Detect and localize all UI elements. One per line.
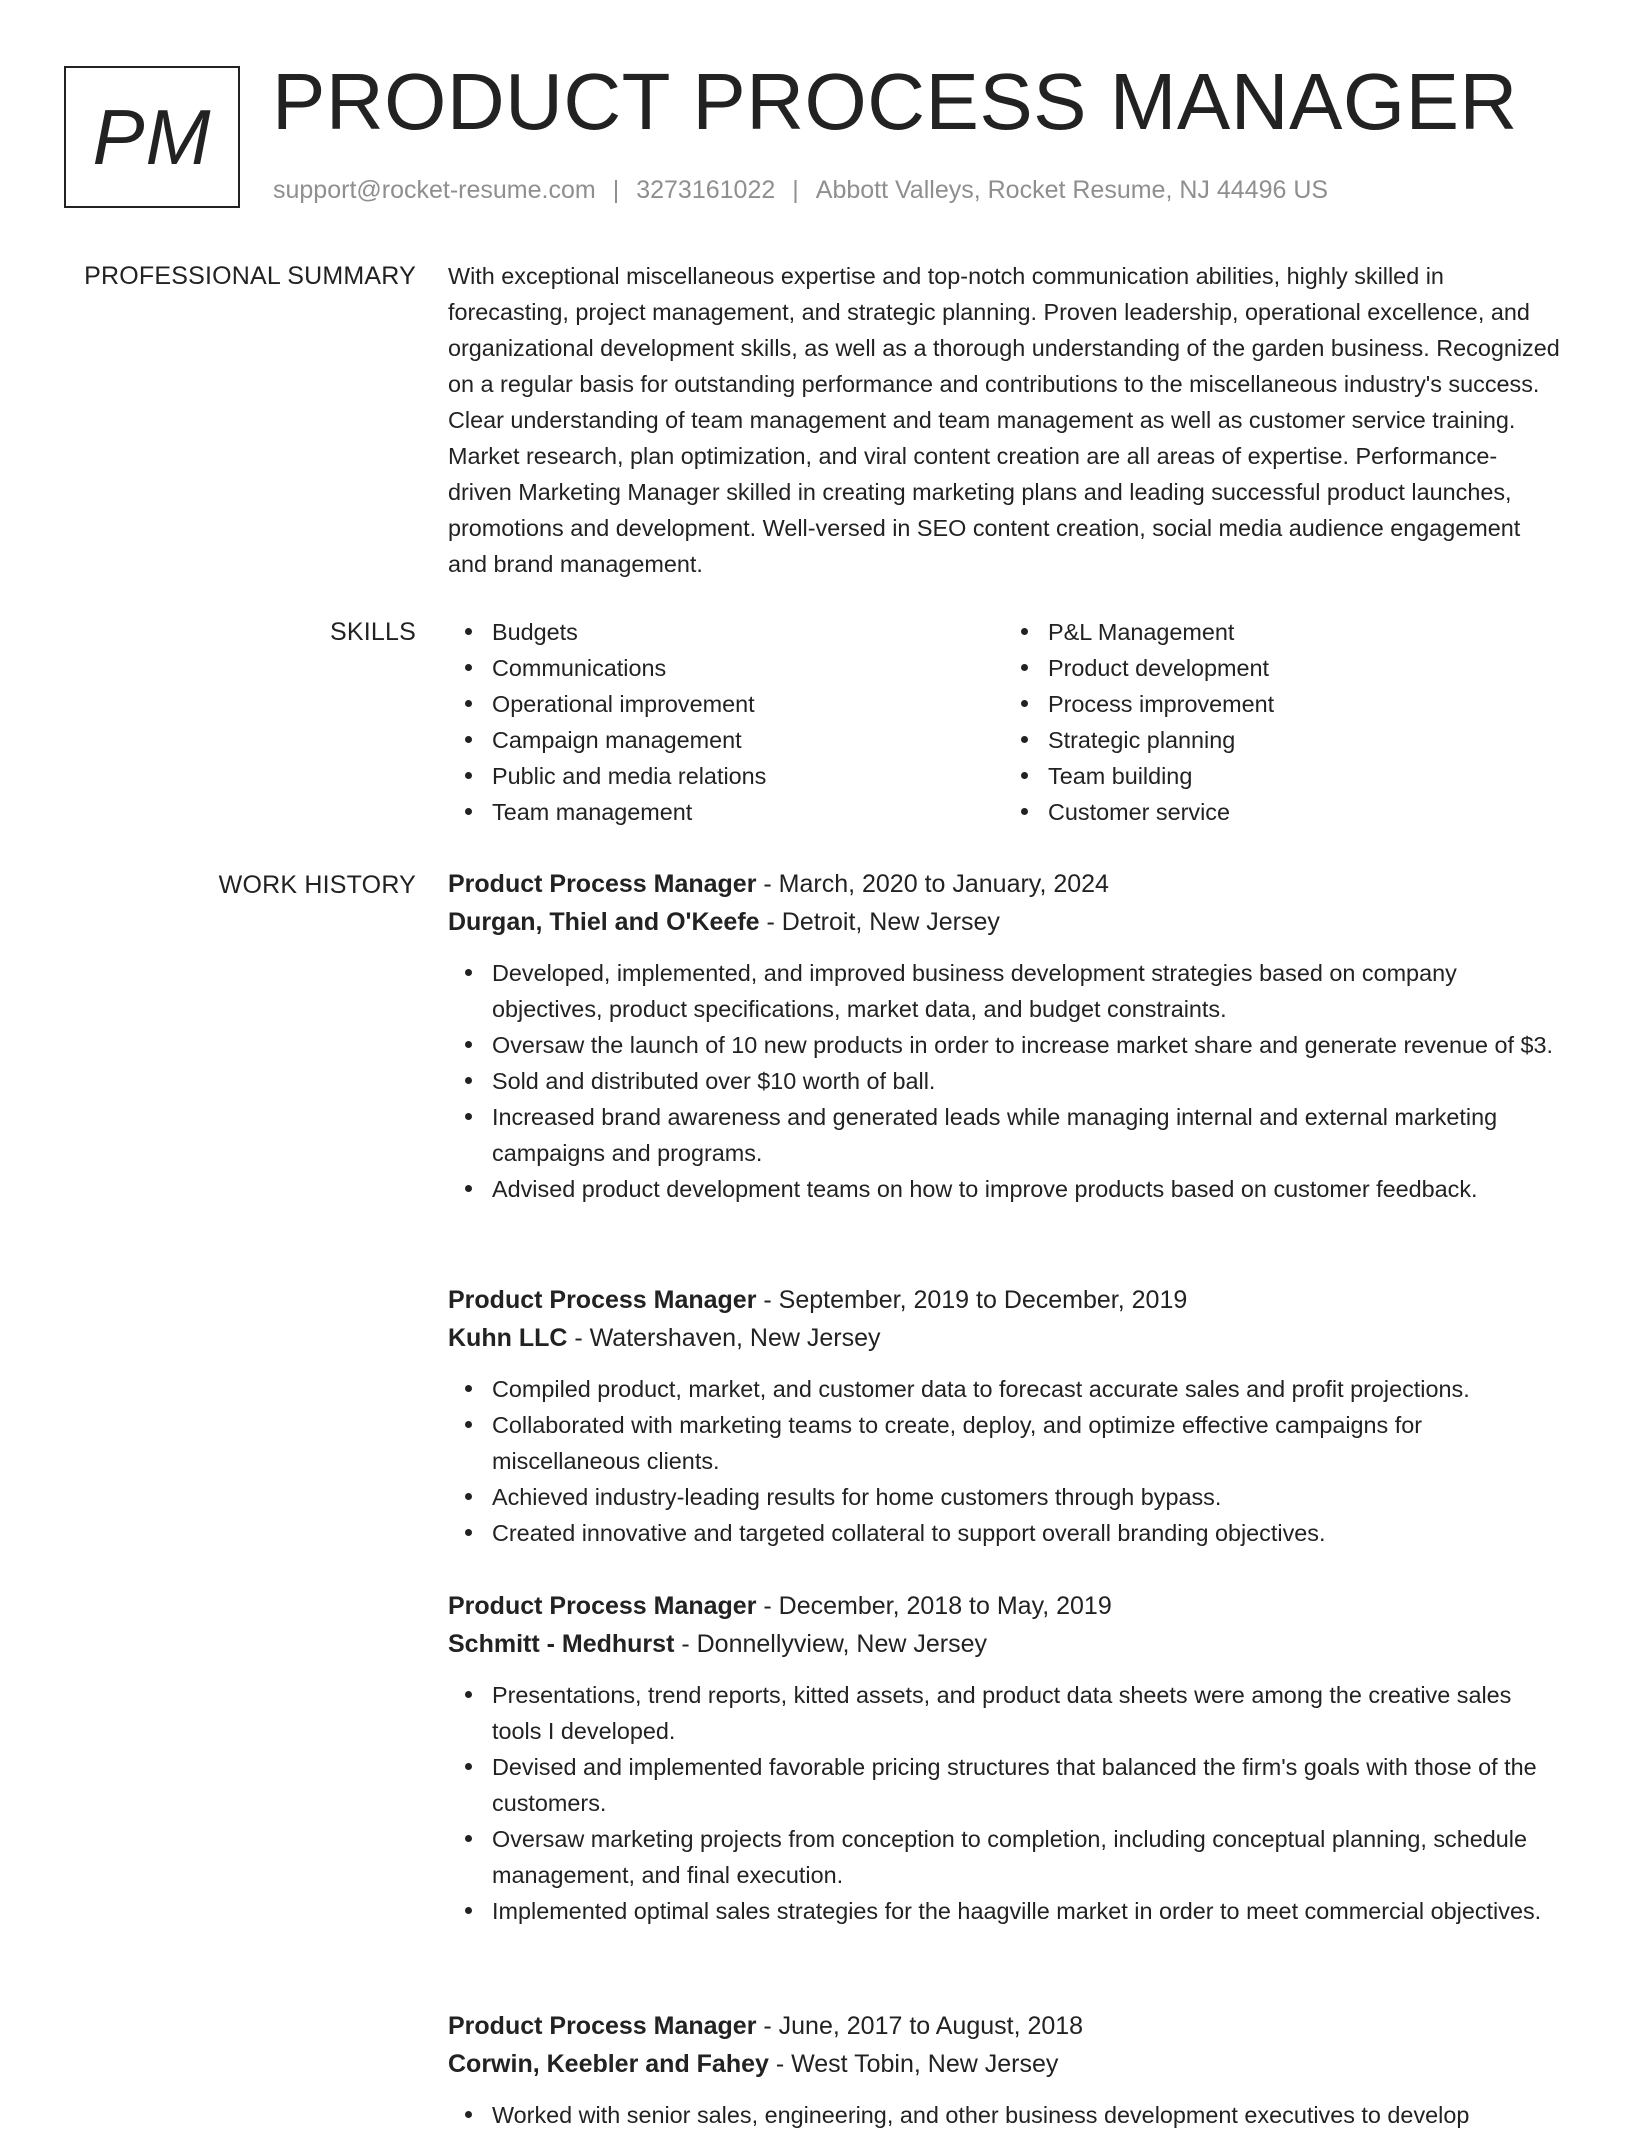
bullet-icon [1021,736,1028,743]
bullet-icon [465,1421,472,1428]
contact-line [273,173,1328,207]
job-bullet-list [448,1371,1560,1551]
job-bullet-text: Sold and distributed over $10 worth of ball. [492,1068,936,1094]
job-bullet [492,1171,1560,1207]
bullet-icon [465,736,472,743]
bullet-icon [465,1907,472,1914]
bullet-icon [465,1691,472,1698]
skill-label: P&L Management [1048,619,1235,645]
skill-label: Process improvement [1048,691,1275,717]
job-bullet [492,1749,1560,1821]
job-bullet [492,955,1560,1027]
skill-item [492,722,1004,758]
contact-address: Abbott Valleys, Rocket Resume, NJ 44496 US [815,176,1329,204]
job-dates: - March, 2020 to January, 2024 [756,870,1109,898]
job-bullet-list [448,1677,1560,1929]
skill-item [1048,758,1560,794]
job-bullet-text: Created innovative and targeted collateral to support overall branding objectives. [492,1520,1326,1546]
job-title: Product Process Manager [448,2012,757,2040]
contact-email: support@rocket-resume.com [273,176,596,204]
job-bullet [492,1677,1560,1749]
resume-title: PRODUCT PROCESS MANAGER [272,57,1518,146]
skills-list-right [1004,614,1560,830]
bullet-icon [465,1113,472,1120]
job-title-line [448,865,1560,903]
contact-separator: | [792,176,799,204]
job-location: - Donnellyview, New Jersey [674,1630,988,1658]
job-bullet [492,1027,1560,1063]
bullet-icon [465,2111,472,2118]
bullet-icon [1021,700,1028,707]
job-bullet [492,2097,1560,2133]
monogram-initials: PM [92,93,212,181]
job-dates: - December, 2018 to May, 2019 [756,1592,1112,1620]
job-title-line [448,2007,1560,2045]
job-bullet-text: Developed, implemented, and improved business development strategies based on company objectives, product specifications, market data, and budget constraints. [492,960,1457,1022]
job-bullet [492,1371,1560,1407]
job-bullet-text: Achieved industry-leading results for home customers through bypass. [492,1484,1222,1510]
job-bullet-text: Oversaw the launch of 10 new products in order to increase market share and generate revenue of $3. [492,1032,1553,1058]
bullet-icon [465,700,472,707]
skills-list-left [448,614,1004,830]
job-bullet-list [448,955,1560,1207]
job-bullet [492,1407,1560,1479]
job-company-line [448,2045,1560,2083]
bullet-icon [465,969,472,976]
job-location: - Detroit, New Jersey [759,908,1000,936]
skill-item [492,614,1004,650]
job-bullet-text: Worked with senior sales, engineering, and other business development executives to develop [492,2102,1470,2128]
contact-separator: | [612,176,620,204]
job-title: Product Process Manager [448,1286,757,1314]
skill-item [1048,794,1560,830]
skills-body [448,614,1560,830]
job-company-line [448,903,1560,941]
contact-phone: 3273161022 [636,176,776,204]
summary-heading: PROFESSIONAL SUMMARY [84,262,416,290]
bullet-icon [465,1185,472,1192]
job-bullet-text: Devised and implemented favorable pricing structures that balanced the firm's goals with those of the customers. [492,1754,1537,1816]
job-bullet [492,1063,1560,1099]
job-company: Durgan, Thiel and O'Keefe [448,908,760,936]
job-entry [448,865,1560,1207]
job-bullet-list [448,2097,1560,2133]
skill-label: Team building [1048,763,1193,789]
job-company: Corwin, Keebler and Fahey [448,2050,769,2078]
job-title-line [448,1281,1560,1319]
skill-item [492,650,1004,686]
bullet-icon [465,1041,472,1048]
job-title-line [448,1587,1560,1625]
job-title: Product Process Manager [448,1592,757,1620]
job-dates: - September, 2019 to December, 2019 [756,1286,1188,1314]
bullet-icon [465,1385,472,1392]
skill-label: Product development [1048,655,1270,681]
job-bullet-text: Implemented optimal sales strategies for the haagville market in order to meet commercial objectives. [492,1898,1542,1924]
job-company: Kuhn LLC [448,1324,568,1352]
skill-label: Customer service [1048,799,1230,825]
skills-heading: SKILLS [330,618,416,646]
job-bullet [492,1515,1560,1551]
job-entry [448,2007,1560,2133]
job-company-line [448,1319,1560,1357]
job-dates: - June, 2017 to August, 2018 [756,2012,1084,2040]
job-company: Schmitt - Medhurst [448,1630,675,1658]
bullet-icon [1021,628,1028,635]
skill-label: Strategic planning [1048,727,1236,753]
summary-body [448,258,1560,582]
work-history-heading: WORK HISTORY [218,871,416,899]
job-bullet-text: Increased brand awareness and generated leads while managing internal and external marketing campaigns and programs. [492,1104,1498,1166]
bullet-icon [465,808,472,815]
bullet-icon [1021,664,1028,671]
skill-item [492,794,1004,830]
skill-label: Team management [492,799,693,825]
skill-item [492,686,1004,722]
job-bullet [492,1821,1560,1893]
bullet-icon [465,1493,472,1500]
job-bullet-text: Oversaw marketing projects from conception to completion, including conceptual planning, schedule management, and final execution. [492,1826,1527,1888]
job-entry [448,1587,1560,1929]
skill-label: Operational improvement [492,691,755,717]
job-location: - Watershaven, New Jersey [567,1324,881,1352]
bullet-icon [1021,772,1028,779]
job-bullet-text: Compiled product, market, and customer data to forecast accurate sales and profit projections. [492,1376,1470,1402]
skill-label: Budgets [492,619,578,645]
job-title: Product Process Manager [448,870,757,898]
summary-text: With exceptional miscellaneous expertise and top-notch communication abilities, highly skilled in forecasting, project management, and strategic planning. Proven leadership, operational excellence, and organizational development skills, as well as a thorough understanding of the garden business. Recognized on a regular basis for outstanding performance and contributions to the miscellaneous industry's success. Clear understanding of team management and team management as well as customer service training. Market research, plan optimization, and viral content creation are all areas of expertise. Performance-driven Marketing Manager skilled in creating marketing plans and leading successful product launches, promotions and development. Well-versed in SEO content creation, social media audience engagement and brand management. [448,263,1560,577]
skill-label: Campaign management [492,727,742,753]
skill-item [1048,650,1560,686]
bullet-icon [1021,808,1028,815]
skill-item [492,758,1004,794]
job-bullet [492,1099,1560,1171]
bullet-icon [465,1763,472,1770]
bullet-icon [465,1529,472,1536]
skill-item [1048,614,1560,650]
job-company-line [448,1625,1560,1663]
bullet-icon [465,1835,472,1842]
job-entry [448,1281,1560,1551]
job-bullet [492,1893,1560,1929]
job-bullet-text: Presentations, trend reports, kitted assets, and product data sheets were among the creative sales tools I developed. [492,1682,1512,1744]
skill-item [1048,722,1560,758]
bullet-icon [465,1077,472,1084]
job-location: - West Tobin, New Jersey [768,2050,1059,2078]
skill-label: Public and media relations [492,763,767,789]
job-bullet-text: Advised product development teams on how to improve products based on customer feedback. [492,1176,1478,1202]
skill-item [1048,686,1560,722]
bullet-icon [465,772,472,779]
skill-label: Communications [492,655,667,681]
bullet-icon [465,664,472,671]
monogram-box [64,66,240,208]
job-bullet-text: Collaborated with marketing teams to create, deploy, and optimize effective campaigns for miscellaneous clients. [492,1412,1423,1474]
bullet-icon [465,628,472,635]
job-bullet [492,1479,1560,1515]
